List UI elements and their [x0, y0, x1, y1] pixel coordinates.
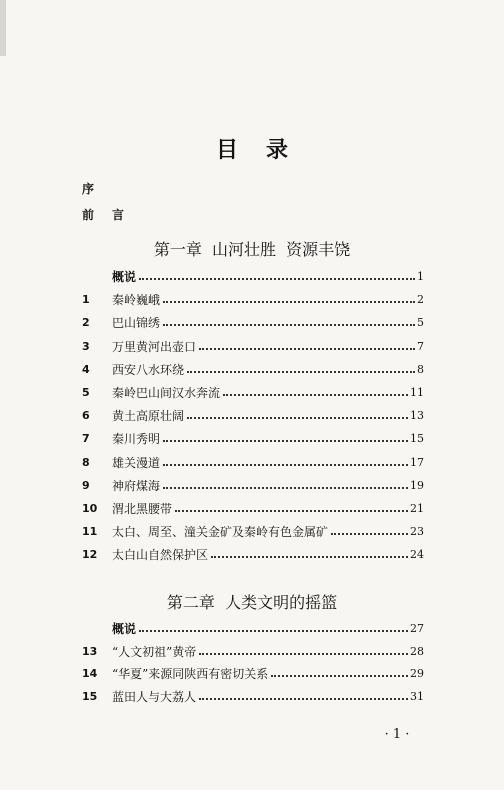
- toc-entry-title: 雄关漫道: [112, 455, 161, 470]
- dot-leader: [139, 278, 415, 280]
- toc-entry-title: 神府煤海: [112, 478, 161, 493]
- toc-entry-number: 6: [82, 409, 90, 423]
- toc-entry[interactable]: [82, 663, 424, 681]
- dot-leader: [199, 698, 408, 700]
- dot-leader: [163, 464, 408, 466]
- toc-entry-number: 1: [82, 293, 90, 307]
- dot-leader: [139, 630, 408, 632]
- toc-entry-page: 7: [417, 339, 424, 353]
- dot-leader: [187, 417, 408, 419]
- toc-entry-number: 14: [82, 667, 98, 680]
- toc-entry[interactable]: [82, 359, 424, 377]
- dot-leader: [163, 440, 408, 442]
- toc-entry[interactable]: [82, 266, 424, 284]
- toc-entry[interactable]: [82, 312, 424, 330]
- dot-leader: [187, 371, 415, 373]
- dot-leader: [163, 487, 408, 489]
- toc-entry-page: 15: [410, 432, 424, 446]
- page-number: · 1 ·: [384, 727, 410, 742]
- toc-entry-number: 11: [82, 525, 98, 539]
- toc-entry-page: 27: [410, 622, 424, 635]
- toc-entry-number: 2: [82, 316, 90, 330]
- dot-leader: [223, 394, 408, 396]
- dot-leader: [331, 533, 408, 535]
- dot-leader: [271, 675, 408, 677]
- toc-entry-page: 11: [410, 386, 424, 399]
- front-matter-foreword[interactable]: 前言: [82, 208, 143, 222]
- toc-entry-number: 8: [82, 455, 90, 469]
- toc-entry-number: 12: [82, 548, 98, 562]
- toc-entry-number: 10: [82, 502, 98, 515]
- toc-entry-title: 太白、周至、潼关金矿及秦岭有色金属矿: [112, 525, 329, 540]
- toc-entry-page: 2: [417, 293, 424, 307]
- toc-entry-title: 西安八水环绕: [112, 362, 185, 377]
- toc-entry[interactable]: [82, 382, 424, 400]
- front-matter-preface[interactable]: 序: [82, 182, 95, 196]
- dot-leader: [163, 301, 415, 303]
- toc-entry-number: 15: [82, 689, 98, 703]
- toc-entry-title: “人文初祖”黄帝: [112, 644, 197, 659]
- dot-leader: [199, 348, 415, 350]
- toc-entry[interactable]: [82, 405, 424, 423]
- toc-entry-title: 万里黄河出壶口: [112, 339, 197, 354]
- toc-entry[interactable]: [82, 618, 424, 636]
- toc-entry-title: 蓝田人与大荔人: [112, 689, 197, 704]
- toc-entry-number: 4: [82, 362, 90, 376]
- scan-edge-shadow: [0, 0, 6, 56]
- toc-entry[interactable]: [82, 521, 424, 539]
- dot-leader: [211, 556, 408, 558]
- toc-entry[interactable]: [82, 498, 424, 516]
- toc-entry-page: 29: [410, 667, 424, 680]
- toc-entry-title: 秦岭巴山间汉水奔流: [112, 386, 221, 400]
- toc-entry-page: 1: [417, 270, 424, 283]
- chapter-1-heading[interactable]: 第一章 山河壮胜 资源丰饶: [153, 240, 351, 259]
- toc-entry[interactable]: [82, 475, 424, 493]
- toc-entry-title: 概说: [112, 270, 137, 284]
- chapter-2-heading[interactable]: 第二章 人类文明的摇篮: [166, 593, 338, 612]
- toc-entry-page: 23: [410, 525, 424, 539]
- toc-entry-title: 巴山锦绣: [112, 316, 161, 331]
- toc-entry[interactable]: [82, 544, 424, 562]
- toc-entry-title: 概说: [112, 622, 137, 636]
- toc-entry[interactable]: [82, 428, 424, 446]
- toc-entry-title: 太白山自然保护区: [112, 548, 209, 563]
- toc-entry-page: 31: [410, 689, 424, 703]
- dot-leader: [163, 324, 415, 326]
- toc-entry-page: 21: [410, 502, 424, 515]
- toc-entry-page: 19: [410, 478, 424, 492]
- toc-entry-page: 24: [410, 548, 424, 562]
- toc-entry-number: 5: [82, 386, 90, 399]
- toc-entry-page: 13: [410, 409, 424, 423]
- toc-entry-title: 秦川秀明: [112, 432, 161, 447]
- dot-leader: [175, 510, 408, 512]
- toc-entry[interactable]: [82, 686, 424, 704]
- toc-entry-number: 13: [82, 644, 98, 658]
- toc-entry-page: 17: [410, 455, 424, 469]
- toc-entry[interactable]: [82, 289, 424, 307]
- toc-entry-number: 9: [82, 478, 90, 492]
- toc-entry[interactable]: [82, 336, 424, 354]
- toc-entry-number: 3: [82, 339, 90, 353]
- toc-entry-number: 7: [82, 432, 90, 446]
- toc-entry-title: 渭北黑腰带: [112, 502, 173, 516]
- page-title: 目录: [215, 138, 316, 163]
- toc-entry-page: 28: [410, 644, 424, 658]
- toc-entry-title: “华夏”来源同陕西有密切关系: [112, 667, 269, 681]
- toc-entry[interactable]: [82, 641, 424, 659]
- toc-entry-title: 秦岭巍峨: [112, 293, 161, 308]
- toc-entry-title: 黄土高原壮阔: [112, 409, 185, 424]
- toc-entry-page: 8: [417, 362, 424, 376]
- toc-entry[interactable]: [82, 452, 424, 470]
- dot-leader: [199, 653, 408, 655]
- toc-entry-page: 5: [417, 316, 424, 330]
